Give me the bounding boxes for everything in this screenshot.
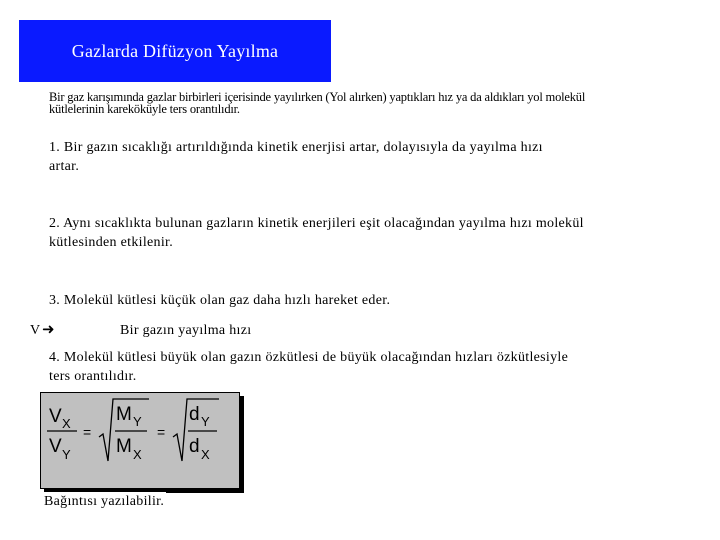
- velocity-symbol: V: [30, 323, 41, 338]
- formula-dy-sub: Y: [201, 414, 210, 429]
- point-3: 3. Molekül kütlesi küçük olan gaz daha hızlı hareket eder.: [49, 293, 391, 308]
- formula-my: M: [116, 404, 132, 425]
- formula-mx: M: [116, 436, 132, 457]
- formula-my-sub: Y: [133, 414, 142, 429]
- formula-vy: V: [49, 436, 62, 457]
- formula-vy-sub: Y: [62, 447, 71, 462]
- formula-vx-sub: X: [62, 416, 71, 431]
- page-title: Gazlarda Difüzyon Yayılma: [71, 40, 279, 61]
- velocity-description: Bir gazın yayılma hızı: [120, 323, 252, 338]
- formula-dx-sub: X: [201, 447, 210, 462]
- formula-dy: d: [189, 404, 200, 425]
- point-2: 2. Aynı sıcaklıkta bulunan gazların kinetik enerjileri eşit olacağından yayılma hızı molekül kütlesinden etkilenir.: [49, 216, 584, 250]
- graham-law-formula: [40, 392, 240, 489]
- formula-vx: V: [49, 406, 62, 427]
- closing-text: Bağıntısı yazılabilir.: [44, 494, 165, 509]
- intro-text: Bir gaz karışımında gazlar birbirleri içerisinde yayılırken (Yol alırken) yaptıkları hız ya da aldıkları yol molekül kütlelerinin kareköküyle ters orantılıdır.: [49, 90, 586, 116]
- formula-mx-sub: X: [133, 447, 142, 462]
- arrow-icon: ➜: [42, 320, 55, 338]
- formula-dx: d: [189, 436, 200, 457]
- point-1: 1. Bir gazın sıcaklığı artırıldığında kinetik enerjisi artar, dolayısıyla da yayılma hızı artar.: [49, 140, 543, 174]
- point-4: 4. Molekül kütlesi büyük olan gazın özkütlesi de büyük olacağından hızları özkütlesiyle ters orantılıdır.: [49, 350, 569, 384]
- title-banner: [19, 20, 331, 82]
- equals-sign-1: =: [83, 424, 92, 440]
- equals-sign-2: =: [157, 424, 166, 440]
